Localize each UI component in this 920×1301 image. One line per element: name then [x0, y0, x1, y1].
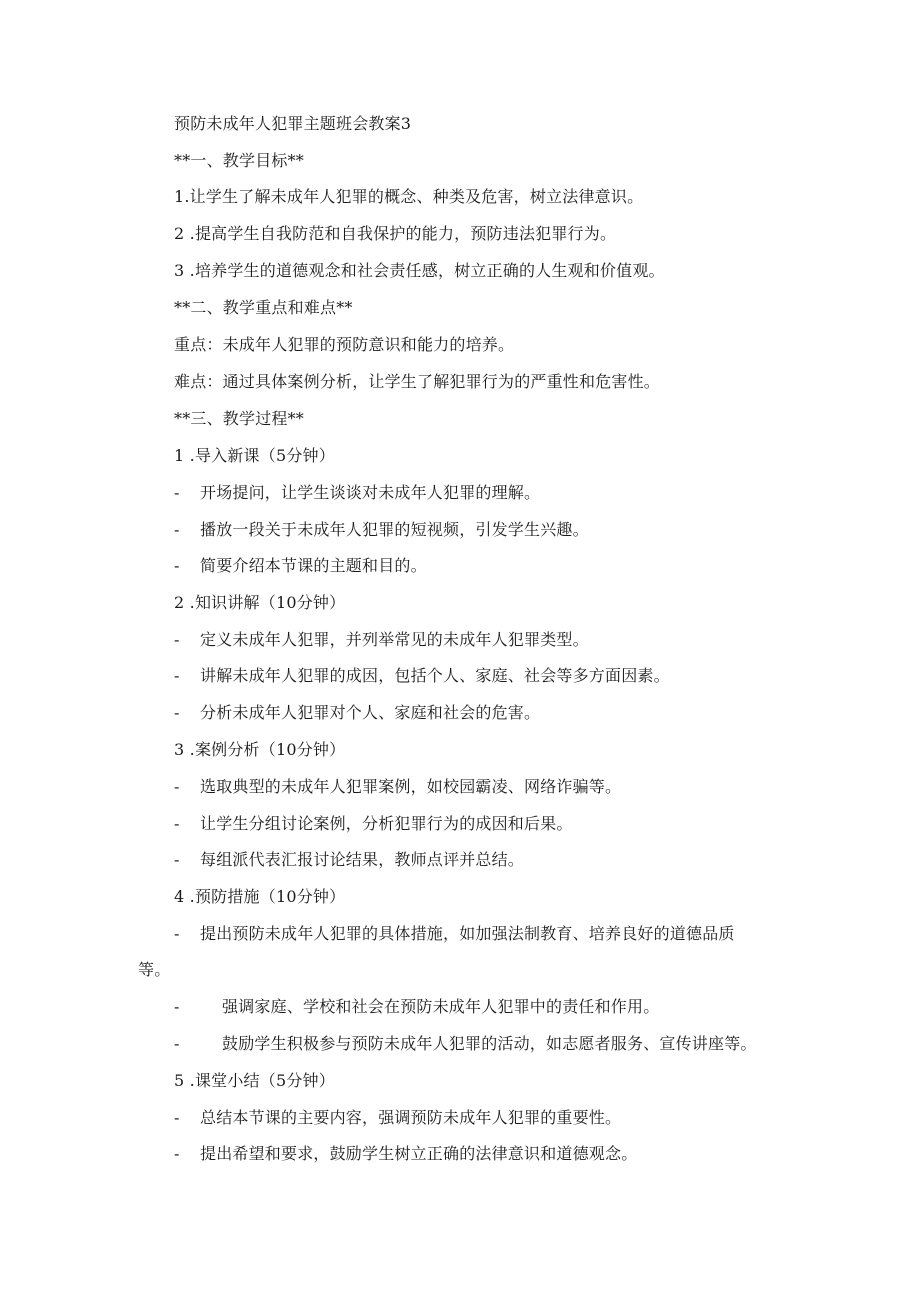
- list-item-text: 选取典型的未成年人犯罪案例，如校园霸凌、网络诈骗等。: [200, 777, 622, 796]
- list-item-text: 定义未成年人犯罪，并列举常见的未成年人犯罪类型。: [200, 630, 589, 649]
- list-item: [174, 1144, 637, 1164]
- dash-marker: -: [174, 520, 180, 539]
- document-title: 预防未成年人犯罪主题班会教案3: [174, 114, 412, 133]
- dash-marker: -: [174, 703, 180, 722]
- list-item: [174, 483, 540, 503]
- list-item-text: 提出希望和要求，鼓励学生树立正确的法律意识和道德观念。: [200, 1144, 638, 1163]
- list-item-text: 强调家庭、学校和社会在预防未成年人犯罪中的责任和作用。: [222, 997, 660, 1016]
- dash-marker: -: [174, 924, 180, 943]
- list-item: [174, 630, 589, 650]
- dash-marker: -: [174, 997, 180, 1016]
- list-item-text: 讲解未成年人犯罪的成因，包括个人、家庭、社会等多方面因素。: [200, 666, 670, 685]
- dash-marker: -: [174, 630, 180, 649]
- step-title: 1 .导入新课（5分钟）: [174, 446, 335, 465]
- list-item-text: 开场提问，让学生谈谈对未成年人犯罪的理解。: [200, 483, 541, 502]
- dash-marker: -: [174, 1144, 180, 1163]
- dash-marker: -: [174, 483, 180, 502]
- list-item-text: 提出预防未成年人犯罪的具体措施，如加强法制教育、培养良好的道德品质: [200, 924, 735, 943]
- list-item: [174, 556, 427, 576]
- list-item-text: 简要介绍本节课的主题和目的。: [200, 556, 427, 575]
- list-item: [174, 814, 573, 834]
- list-item: [174, 666, 670, 686]
- list-item: [174, 777, 621, 797]
- list-item: [174, 520, 589, 540]
- goal-item: 2 .提高学生自我防范和自我保护的能力，预防违法犯罪行为。: [174, 224, 617, 243]
- list-item: [174, 997, 659, 1017]
- dash-marker: -: [174, 850, 180, 869]
- difficulty-text: 难点：通过具体案例分析，让学生了解犯罪行为的严重性和危害性。: [174, 372, 661, 391]
- dash-marker: -: [174, 556, 180, 575]
- dash-marker: -: [174, 1108, 180, 1127]
- goal-item: 3 .培养学生的道德观念和社会责任感，树立正确的人生观和价值观。: [174, 261, 665, 280]
- section-heading-process: **三、教学过程**: [174, 409, 305, 428]
- section-heading-goals: **一、教学目标**: [174, 151, 305, 170]
- list-item: [174, 1108, 621, 1128]
- list-item-text: 总结本节课的主要内容，强调预防未成年人犯罪的重要性。: [200, 1108, 622, 1127]
- step-title: 5 .课堂小结（5分钟）: [174, 1071, 335, 1090]
- list-item-text: 播放一段关于未成年人犯罪的短视频，引发学生兴趣。: [200, 520, 589, 539]
- section-heading-keypoints: **二、教学重点和难点**: [174, 298, 353, 317]
- focus-text: 重点：未成年人犯罪的预防意识和能力的培养。: [174, 335, 515, 354]
- list-item-text: 让学生分组讨论案例，分析犯罪行为的成因和后果。: [200, 814, 573, 833]
- dash-marker: -: [174, 814, 180, 833]
- list-item: [174, 924, 735, 944]
- list-item: [174, 1034, 757, 1054]
- step-title: 3 .案例分析（10分钟）: [174, 740, 346, 759]
- list-item-text: 每组派代表汇报讨论结果，教师点评并总结。: [200, 850, 525, 869]
- dash-marker: -: [174, 777, 180, 796]
- list-item-text: 分析未成年人犯罪对个人、家庭和社会的危害。: [200, 703, 541, 722]
- list-item-text: 鼓励学生积极参与预防未成年人犯罪的活动，如志愿者服务、宣传讲座等。: [222, 1034, 757, 1053]
- list-item-wrap: 等。: [138, 960, 171, 979]
- step-title: 4 .预防措施（10分钟）: [174, 887, 346, 906]
- list-item: [174, 703, 540, 723]
- list-item: [174, 850, 524, 870]
- dash-marker: -: [174, 1034, 180, 1053]
- step-title: 2 .知识讲解（10分钟）: [174, 593, 346, 612]
- goal-item: 1.让学生了解未成年人犯罪的概念、种类及危害，树立法律意识。: [174, 187, 644, 206]
- dash-marker: -: [174, 666, 180, 685]
